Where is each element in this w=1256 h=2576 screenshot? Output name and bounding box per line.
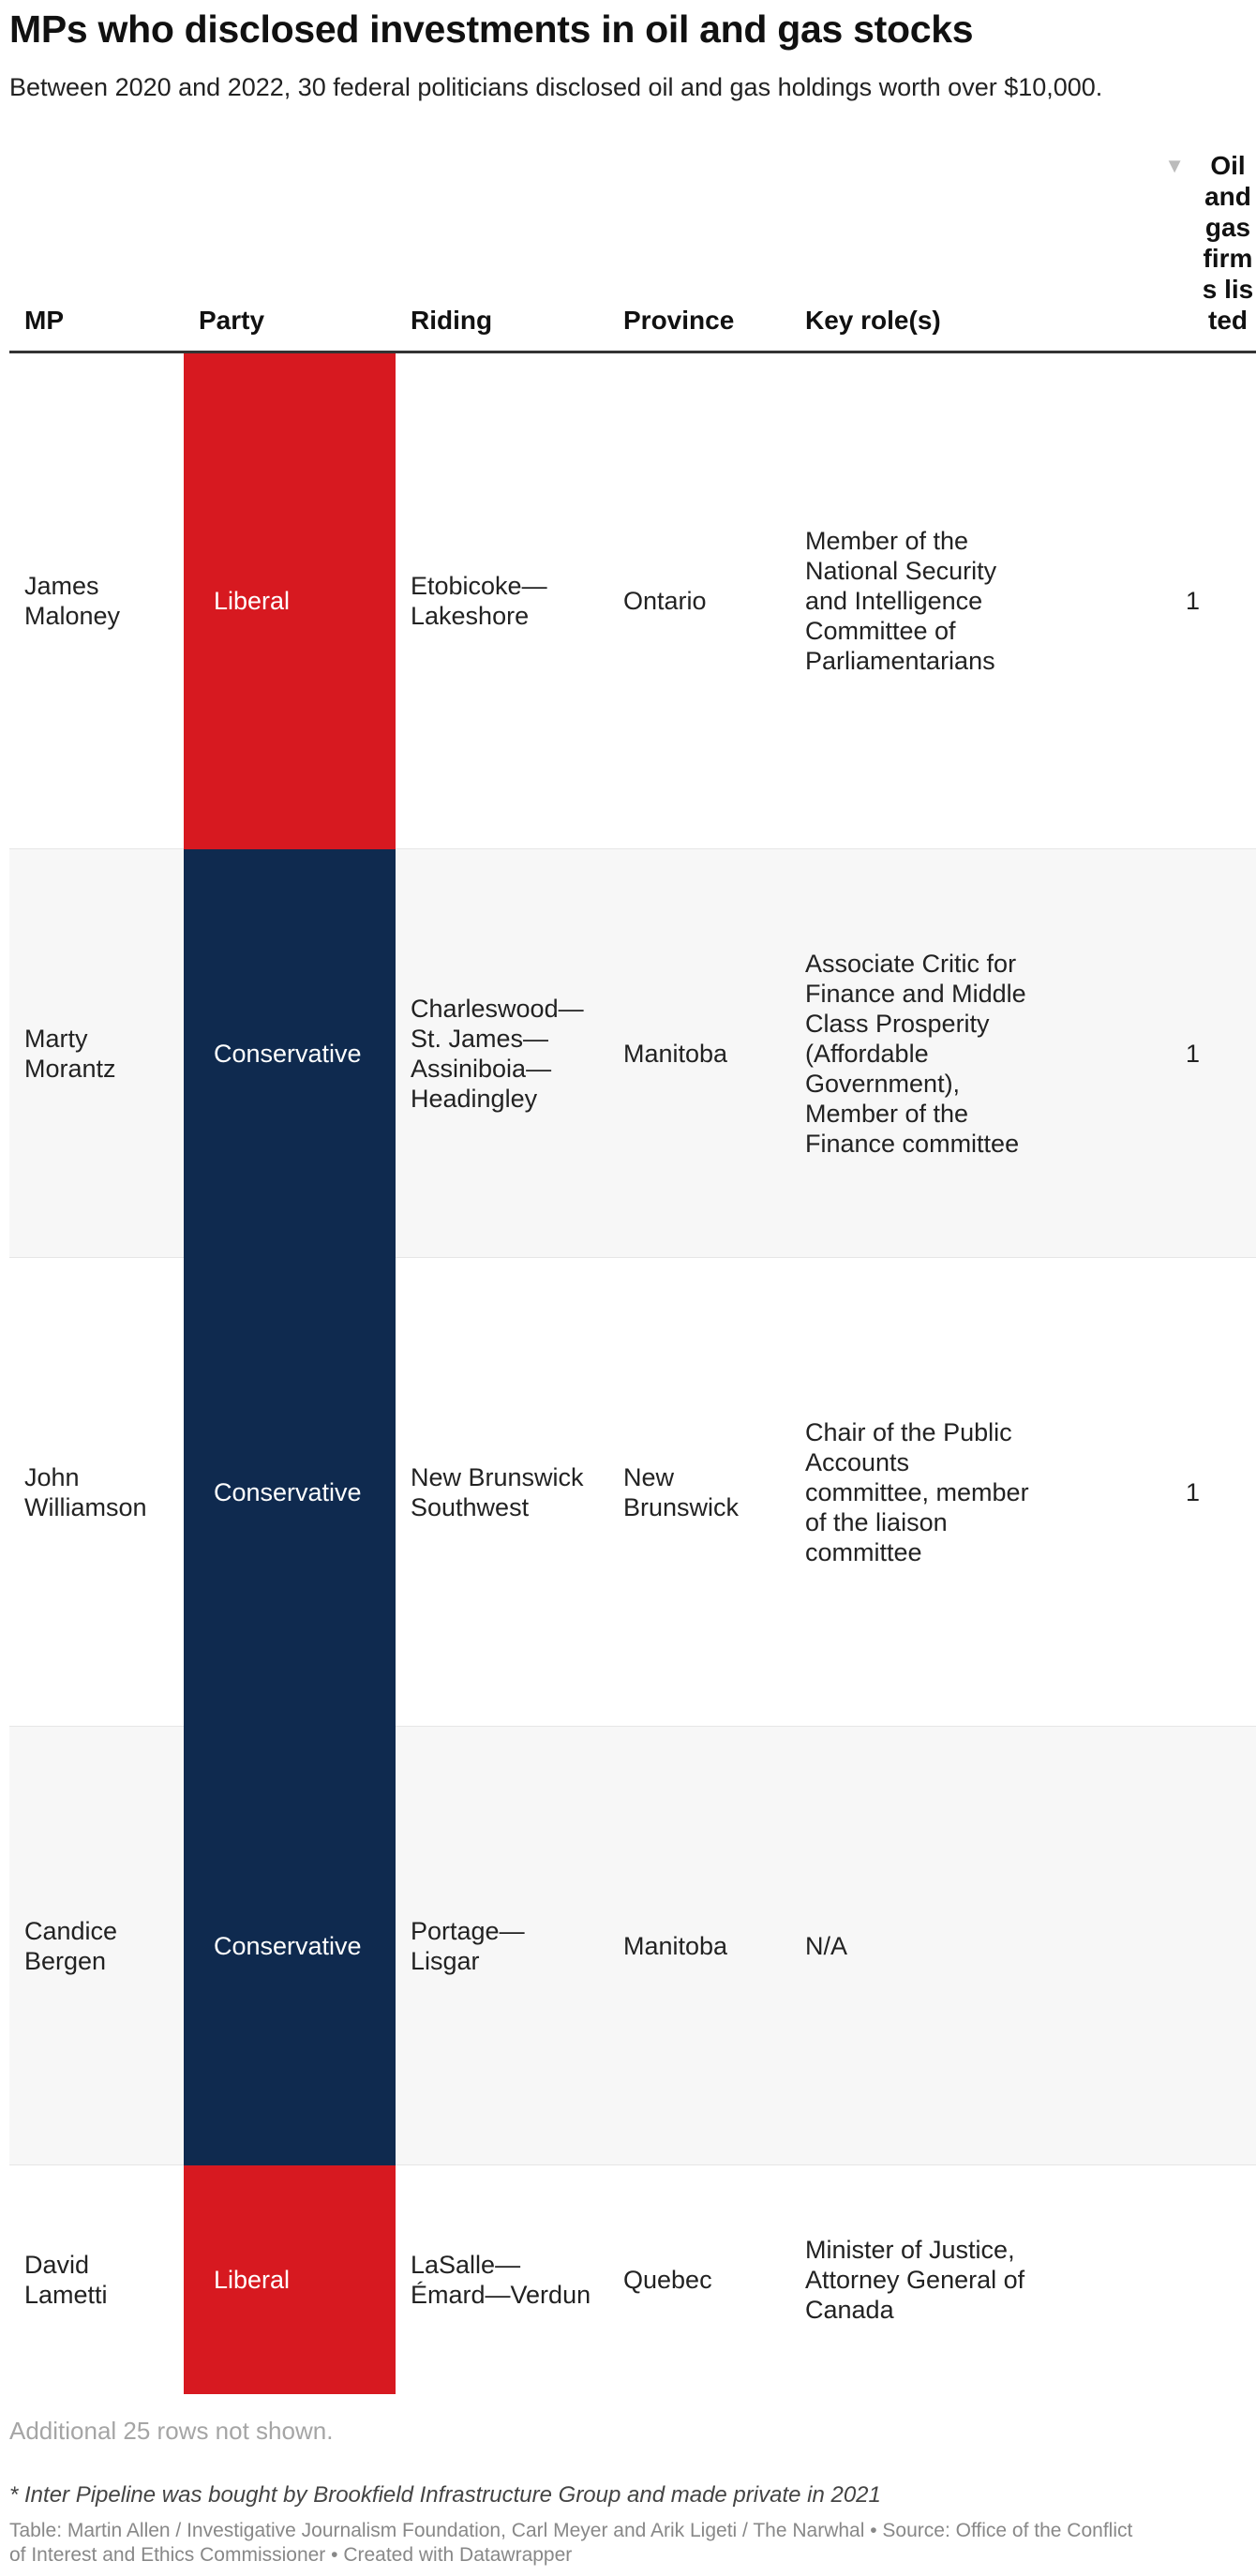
cell-riding: LaSalle—Émard—Verdun — [411, 2250, 591, 2309]
table-body — [9, 352, 1256, 2394]
cell-riding: Etobicoke—Lakeshore — [396, 352, 608, 849]
column-header-province[interactable]: Province — [608, 150, 790, 352]
column-header-label: Oil and gas firms listed — [1202, 151, 1254, 335]
table-row — [9, 849, 1256, 1258]
column-header-firms[interactable] — [1053, 150, 1256, 352]
table-header — [9, 150, 1256, 352]
cell-firms — [1053, 1727, 1256, 2165]
cell-mp: James Maloney — [9, 352, 184, 849]
chart-subtitle: Between 2020 and 2022, 30 federal politicians disclosed oil and gas holdings worth over $10,000. — [9, 73, 1103, 101]
cell-role: Minister of Justice, Attorney General of Canada — [805, 2235, 1025, 2324]
cell-riding: Portage—Lisgar — [396, 1727, 608, 2165]
footnote: * Inter Pipeline was bought by Brookfield Infrastructure Group and made private in 2021 — [9, 2482, 881, 2508]
table-header-row — [9, 150, 1256, 352]
cell-mp: David Lametti — [24, 2250, 108, 2309]
cell-party: Conservative — [184, 849, 396, 1258]
cell-riding: New Brunswick Southwest — [396, 1258, 608, 1727]
mp-holdings-table — [9, 150, 1256, 2394]
table-row — [9, 1258, 1256, 1727]
cell-mp: Candice Bergen — [9, 1727, 184, 2165]
cell-province: New Brunswick — [608, 1258, 790, 1727]
sort-descending-icon[interactable]: ▼ — [1164, 154, 1185, 177]
cell-role: Associate Critic for Finance and Middle Class Prosperity (Affordable Government), Member of the Finance committee — [790, 849, 1053, 1258]
cell-firms — [1053, 2165, 1256, 2394]
cell-mp: Marty Morantz — [9, 849, 184, 1258]
cell-party: Conservative — [184, 1727, 396, 2165]
credits: Table: Martin Allen / Investigative Journalism Foundation, Carl Meyer and Arik Ligeti / The Narwhal • Source: Office of the Conflict of Interest and Ethics Commissioner • Created with Datawrapper — [9, 2520, 1133, 2566]
column-header-role[interactable]: Key role(s) — [790, 150, 1053, 352]
cell-role: Chair of the Public Accounts committee, member of the liaison committee — [790, 1258, 1053, 1727]
cell-role: Member of the National Security and Intelligence Committee of Parliamentarians — [790, 352, 1053, 849]
column-header-riding[interactable]: Riding — [396, 150, 608, 352]
cell-mp: John Williamson — [9, 1258, 184, 1727]
cell-province: Ontario — [608, 352, 790, 849]
cell-party: Liberal — [184, 2165, 396, 2394]
column-header-mp[interactable]: MP — [9, 150, 184, 352]
rows-not-shown-note: Additional 25 rows not shown. — [9, 2417, 334, 2445]
cell-province: Manitoba — [608, 849, 790, 1258]
table-row — [9, 1727, 1256, 2165]
cell-party: Liberal — [184, 352, 396, 849]
cell-firms: 1 — [1053, 849, 1256, 1258]
chart-title: MPs who disclosed investments in oil and gas stocks — [9, 7, 974, 51]
cell-firms: 1 — [1053, 1258, 1256, 1727]
cell-province: Quebec — [623, 2265, 712, 2294]
cell-role: N/A — [790, 1727, 1053, 2165]
table-row — [9, 352, 1256, 849]
cell-firms: 1 — [1053, 352, 1256, 849]
table-row — [9, 2165, 1256, 2394]
table-container[interactable] — [9, 150, 1254, 2405]
cell-riding: Charleswood—St. James—Assiniboia—Headingley — [396, 849, 608, 1258]
column-header-party[interactable]: Party — [184, 150, 396, 352]
cell-party: Conservative — [184, 1258, 396, 1727]
cell-province: Manitoba — [608, 1727, 790, 2165]
